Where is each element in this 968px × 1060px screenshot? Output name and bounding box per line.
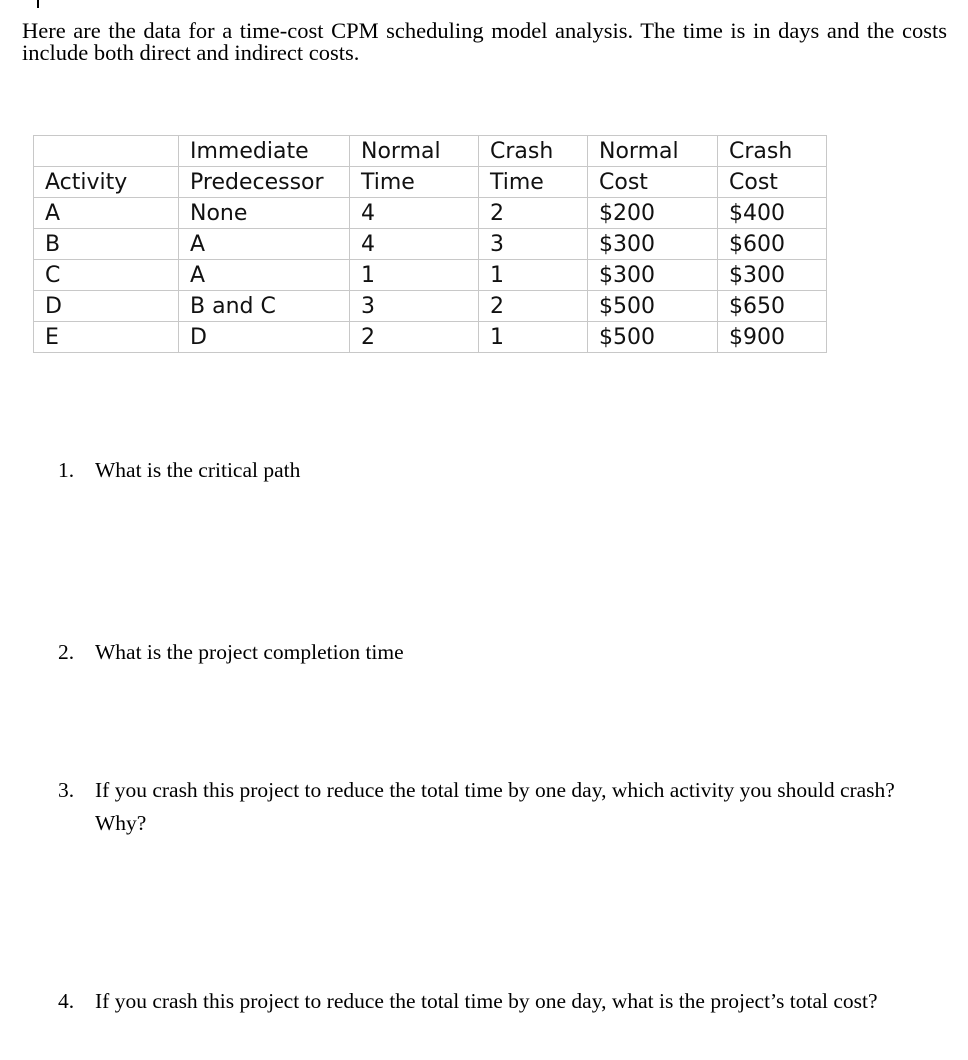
table-row <box>34 260 827 291</box>
table-header-cell: Predecessor <box>179 167 350 198</box>
table-header-cell: Immediate <box>179 136 350 167</box>
table-row <box>34 322 827 353</box>
text-cursor-mark <box>37 0 39 8</box>
table-cell: $400 <box>718 198 827 229</box>
table-header-cell: Normal <box>350 136 479 167</box>
table-row <box>34 198 827 229</box>
table-header-cell: Normal <box>588 136 718 167</box>
table-header-cell: Cost <box>718 167 827 198</box>
activity-table <box>33 135 827 353</box>
table-cell: $650 <box>718 291 827 322</box>
table-cell: C <box>34 260 179 291</box>
table-row <box>34 291 827 322</box>
table-cell: $300 <box>588 260 718 291</box>
table-cell: A <box>179 229 350 260</box>
table-header-cell <box>34 136 179 167</box>
table-cell: 2 <box>479 198 588 229</box>
table-cell: A <box>34 198 179 229</box>
question-4 <box>58 985 938 1018</box>
question-number: 2. <box>58 640 75 664</box>
table-cell: $500 <box>588 322 718 353</box>
table-cell: $300 <box>718 260 827 291</box>
question-1 <box>58 454 658 487</box>
intro-paragraph: Here are the data for a time-cost CPM scheduling model analysis. The time is in days and the costs include both direct and indirect costs. <box>22 18 947 65</box>
table-cell: $500 <box>588 291 718 322</box>
table-cell: 1 <box>479 322 588 353</box>
table-cell: $300 <box>588 229 718 260</box>
table-cell: 4 <box>350 198 479 229</box>
question-text: What is the critical path <box>95 458 301 482</box>
question-text: If you crash this project to reduce the total time by one day, what is the project’s total cost? <box>95 989 878 1013</box>
question-number: 4. <box>58 989 75 1013</box>
table-header-cell: Cost <box>588 167 718 198</box>
question-text: If you crash this project to reduce the total time by one day, which activity you should crash? Why? <box>95 778 895 835</box>
question-2 <box>58 636 658 669</box>
table-cell: 1 <box>479 260 588 291</box>
table-cell: 2 <box>479 291 588 322</box>
table-header-cell: Activity <box>34 167 179 198</box>
table-cell: 3 <box>479 229 588 260</box>
question-number: 3. <box>58 778 75 802</box>
question-number: 1. <box>58 458 75 482</box>
table-header-cell: Crash <box>718 136 827 167</box>
question-text: What is the project completion time <box>95 640 404 664</box>
table-cell: B and C <box>179 291 350 322</box>
table-cell: D <box>179 322 350 353</box>
table-cell: $600 <box>718 229 827 260</box>
table-row <box>34 229 827 260</box>
table-header-row <box>34 167 827 198</box>
table-header-row <box>34 136 827 167</box>
table-cell: None <box>179 198 350 229</box>
table-cell: D <box>34 291 179 322</box>
table-header-cell: Time <box>350 167 479 198</box>
table-cell: B <box>34 229 179 260</box>
table-cell: A <box>179 260 350 291</box>
table-cell: 2 <box>350 322 479 353</box>
table-header-cell: Crash <box>479 136 588 167</box>
question-3 <box>58 774 938 840</box>
table-cell: 1 <box>350 260 479 291</box>
table-cell: E <box>34 322 179 353</box>
table-cell: 3 <box>350 291 479 322</box>
table-cell: $900 <box>718 322 827 353</box>
table-cell: $200 <box>588 198 718 229</box>
table-header-cell: Time <box>479 167 588 198</box>
table-cell: 4 <box>350 229 479 260</box>
